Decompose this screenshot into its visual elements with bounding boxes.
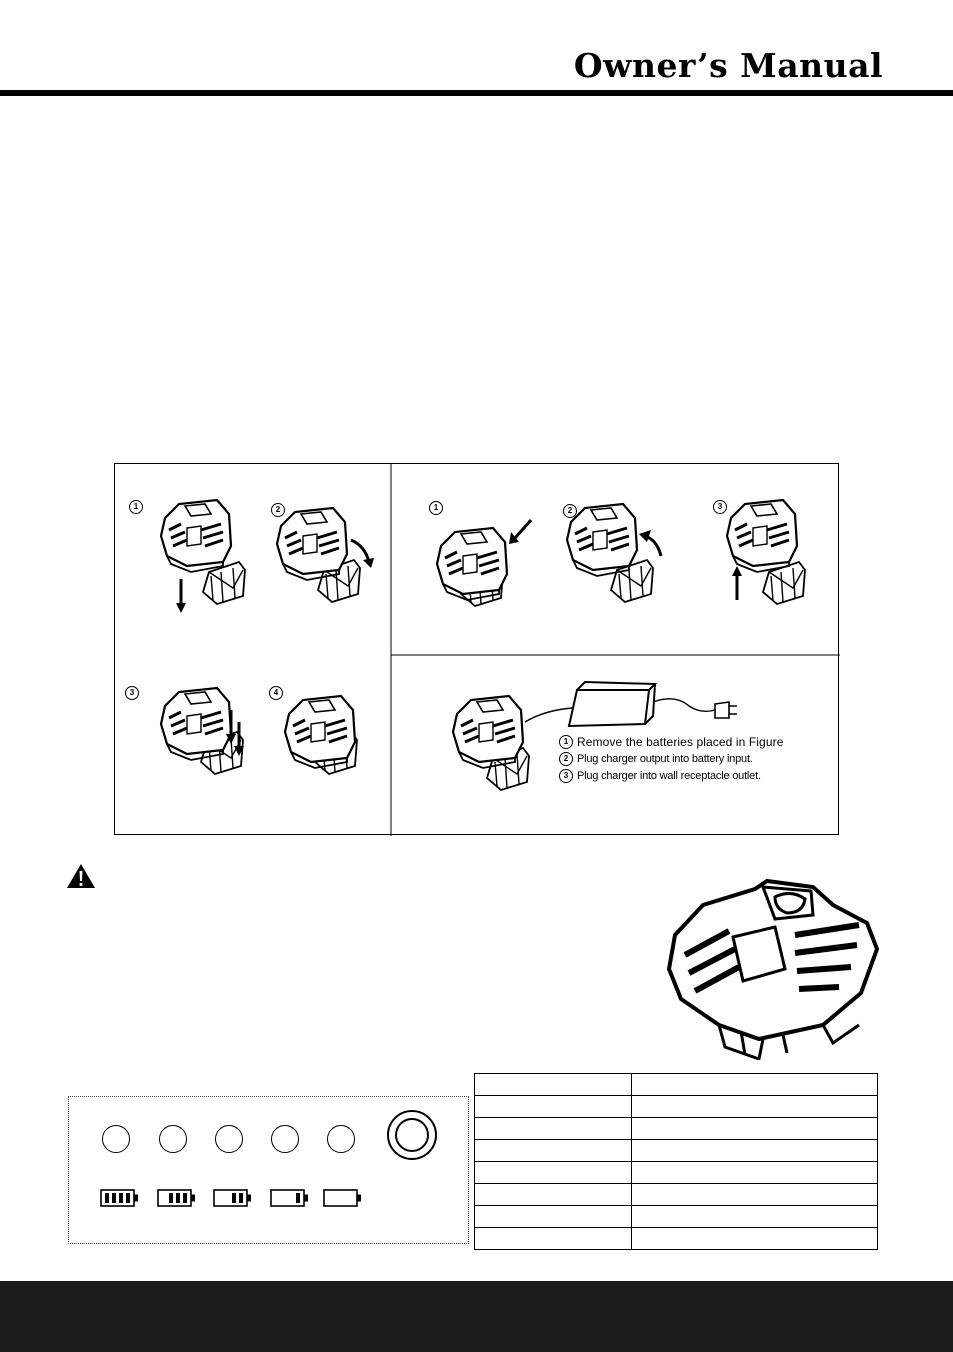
install-step-2-num: 2 (271, 503, 285, 517)
battery-level-0-icon (323, 1189, 363, 1209)
table-row (475, 1162, 878, 1184)
table-cell (475, 1162, 632, 1184)
table-cell (632, 1096, 878, 1118)
charging-step-3-text: Plug charger into wall receptacle outlet. (577, 770, 761, 782)
table-row (475, 1228, 878, 1250)
remove-step-3-num: 3 (713, 500, 727, 514)
indicator-light-3 (215, 1125, 243, 1153)
table-row (475, 1184, 878, 1206)
battery-level-1-icon (270, 1189, 310, 1209)
remove-step-2-num: 2 (563, 504, 577, 518)
remove-step-1-num: 1 (429, 501, 443, 515)
indicator-light-1 (102, 1125, 130, 1153)
warning-icon (66, 863, 96, 889)
footer-bar (0, 1281, 953, 1352)
table-row (475, 1096, 878, 1118)
table-cell (632, 1162, 878, 1184)
table-cell (475, 1228, 632, 1250)
charging-step-2-text: Plug charger output into battery input. (577, 753, 753, 765)
battery-indicator-panel (68, 1096, 469, 1244)
install-step-3-num: 3 (125, 686, 139, 700)
specifications-table (474, 1073, 878, 1250)
table-cell (632, 1140, 878, 1162)
table-row (475, 1118, 878, 1140)
charging-step-2-num: 2 (559, 752, 573, 766)
battery-level-4-icon (100, 1189, 140, 1209)
power-button[interactable] (387, 1110, 437, 1160)
indicator-light-2 (159, 1125, 187, 1153)
table-cell (632, 1184, 878, 1206)
table-row (475, 1140, 878, 1162)
table-cell (632, 1206, 878, 1228)
install-step-4-num: 4 (269, 686, 283, 700)
install-step-1-num: 1 (129, 500, 143, 514)
table-cell (632, 1228, 878, 1250)
page-title: Owner’s Manual (573, 46, 883, 85)
table-cell (475, 1096, 632, 1118)
battery-level-2-icon (213, 1189, 253, 1209)
table-row (475, 1206, 878, 1228)
table-cell (632, 1074, 878, 1096)
battery-pack-illustration (663, 875, 883, 1060)
battery-figure (114, 463, 839, 835)
charging-step-1-text: Remove the batteries placed in Figure (577, 735, 784, 749)
table-cell (475, 1140, 632, 1162)
header-rule (0, 90, 953, 96)
battery-level-3-icon (157, 1189, 197, 1209)
table-row (475, 1074, 878, 1096)
indicator-light-4 (271, 1125, 299, 1153)
charging-step-1-num: 1 (559, 735, 573, 749)
charging-step-3-num: 3 (559, 769, 573, 783)
table-cell (475, 1184, 632, 1206)
table-cell (475, 1118, 632, 1140)
table-cell (475, 1074, 632, 1096)
table-cell (475, 1206, 632, 1228)
indicator-light-5 (327, 1125, 355, 1153)
table-cell (632, 1118, 878, 1140)
